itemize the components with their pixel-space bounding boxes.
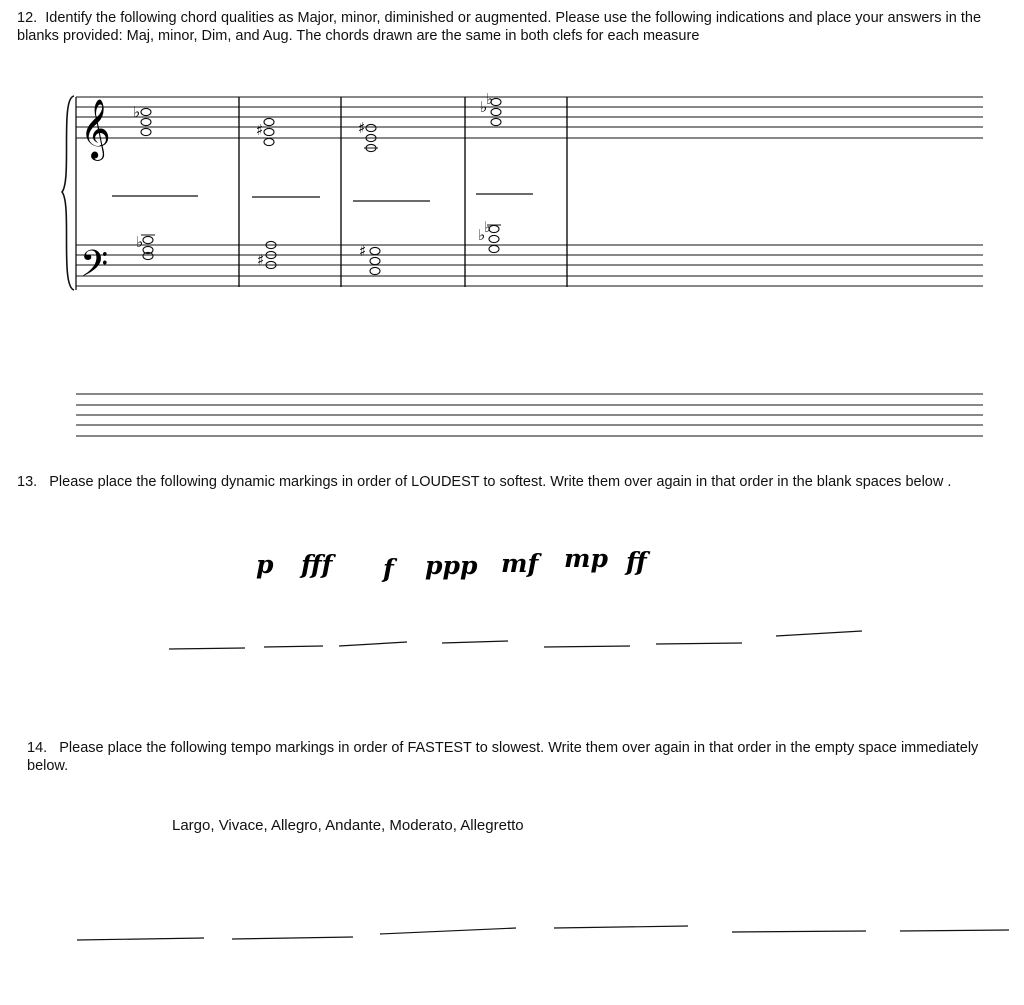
tempo-answer-blanks[interactable] bbox=[77, 926, 1009, 940]
blank-staff bbox=[76, 394, 983, 436]
dynamic-mark-6: mp bbox=[564, 544, 608, 573]
tempo-blank-6[interactable] bbox=[900, 930, 1009, 931]
flat-icon: ♭ bbox=[486, 90, 494, 108]
dynamics-answer-blanks[interactable] bbox=[169, 631, 862, 649]
chord-m1-treble bbox=[133, 103, 151, 136]
sharp-icon: ♯ bbox=[256, 121, 264, 139]
chord-m3-bass bbox=[359, 242, 380, 275]
sharp-icon: ♯ bbox=[358, 119, 366, 137]
dynamics-blank-2[interactable] bbox=[264, 646, 323, 647]
tempo-blank-3[interactable] bbox=[380, 928, 516, 934]
flat-icon: ♭ bbox=[480, 98, 488, 116]
chord-answer-blanks[interactable] bbox=[112, 194, 533, 201]
grand-staff-brace bbox=[62, 96, 74, 290]
dynamic-markings bbox=[256, 544, 651, 583]
question-12-text: Identify the following chord qualities as Major, minor, diminished or augmented. Please use the following indications and place your answers in the blanks provided: Maj, minor, Dim, and Aug. The chords drawn are the same in both clefs for each measure bbox=[17, 10, 982, 44]
flat-icon: ♭ bbox=[136, 233, 144, 251]
tempo-blank-5[interactable] bbox=[732, 931, 866, 932]
question-14 bbox=[27, 739, 987, 775]
chord-m4-treble bbox=[480, 90, 503, 126]
tempo-blank-2[interactable] bbox=[232, 937, 353, 939]
dynamic-mark-2: fff bbox=[301, 550, 333, 579]
chord-m4-bass bbox=[478, 218, 501, 253]
chord-m3-treble bbox=[358, 119, 378, 152]
dynamic-mark-3: f bbox=[383, 554, 394, 583]
flat-icon: ♭ bbox=[133, 103, 141, 121]
tempo-blank-4[interactable] bbox=[554, 926, 688, 928]
question-14-text: Please place the following tempo markings in order of FASTEST to slowest. Write them over again in that order in the empty space immediately below. bbox=[27, 740, 979, 774]
question-13-text: Please place the following dynamic markings in order of LOUDEST to softest. Write them over again in that order in the blank spaces below . bbox=[49, 474, 952, 490]
question-14-number: 14. bbox=[27, 740, 48, 756]
tempo-markings-list: Largo, Vivace, Allegro, Andante, Moderato, Allegretto bbox=[172, 817, 524, 834]
bass-staff bbox=[76, 245, 983, 286]
chord-m2-treble bbox=[256, 118, 274, 145]
dynamics-blank-1[interactable] bbox=[169, 648, 245, 649]
question-12-number: 12. bbox=[17, 10, 38, 26]
question-13-number: 13. bbox=[17, 474, 38, 490]
bass-clef-icon: 𝄢 bbox=[80, 243, 109, 294]
barlines bbox=[239, 97, 567, 287]
dynamics-blank-3[interactable] bbox=[339, 642, 407, 646]
question-13 bbox=[17, 473, 1017, 491]
sharp-icon: ♯ bbox=[359, 242, 367, 260]
dynamic-mark-5: mf bbox=[501, 549, 539, 578]
chord-m1-bass bbox=[136, 233, 155, 260]
dynamics-blank-4[interactable] bbox=[442, 641, 508, 643]
dynamic-mark-1: p bbox=[256, 550, 274, 579]
dynamic-mark-7: ff bbox=[626, 547, 647, 576]
sharp-icon: ♯ bbox=[257, 251, 265, 269]
treble-staff bbox=[76, 97, 983, 138]
flat-icon: ♭ bbox=[484, 218, 492, 236]
treble-clef-icon: 𝄞 bbox=[80, 99, 111, 159]
dynamics-blank-5[interactable] bbox=[544, 646, 630, 647]
dynamics-blank-7[interactable] bbox=[776, 631, 862, 636]
flat-icon: ♭ bbox=[478, 226, 486, 244]
dynamic-mark-4: ppp bbox=[425, 551, 478, 580]
dynamics-blank-6[interactable] bbox=[656, 643, 742, 644]
tempo-blank-1[interactable] bbox=[77, 938, 204, 940]
